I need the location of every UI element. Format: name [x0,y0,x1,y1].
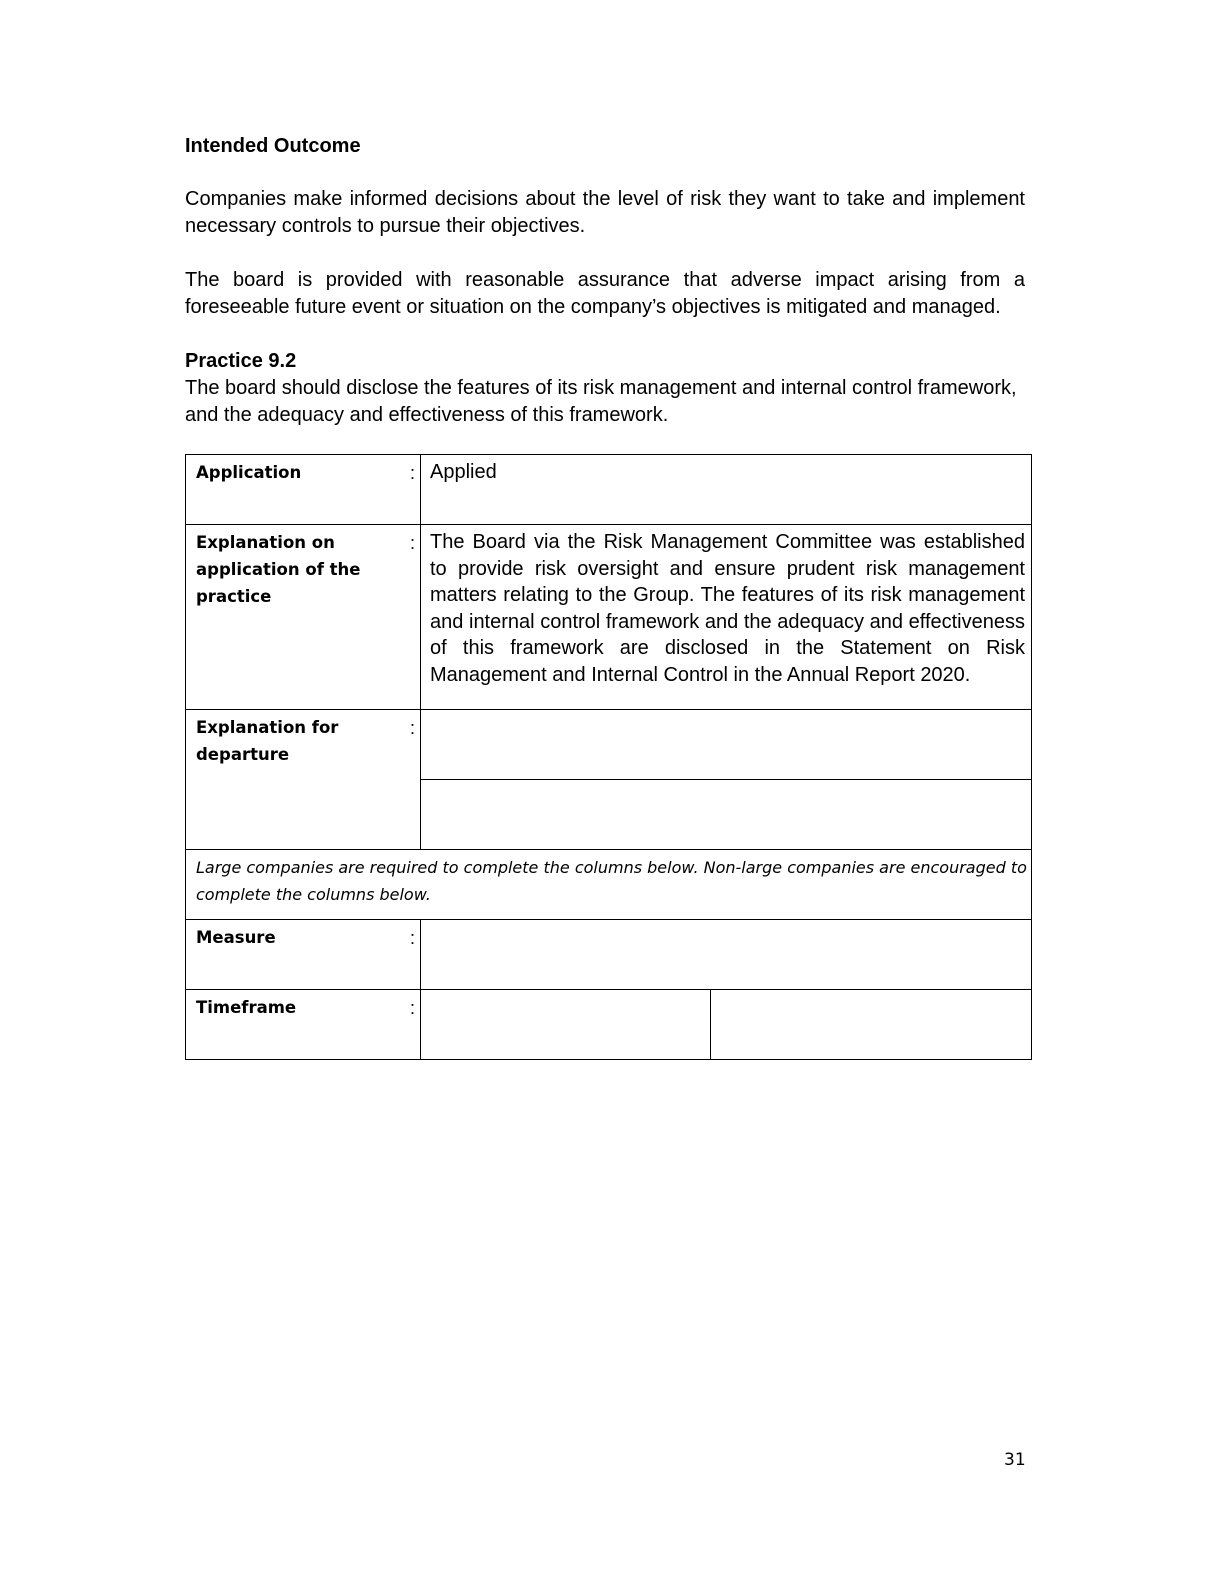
measure-value [421,920,1032,990]
colon: : [409,928,415,948]
explanation-application-value: The Board via the Risk Management Committee was established to provide risk oversight and ensure prudent risk management matters relating to the Group. The features of its risk management and internal control framework and the adequacy and effectiveness of this framework are disclosed in the Statement on Risk Management and Internal Control in the Annual Report 2020. [421,525,1032,710]
colon: : [409,718,415,738]
explanation-departure-value-2 [421,780,1032,850]
explanation-departure-label-cell [186,710,421,850]
timeframe-label-cell [186,990,421,1060]
application-label-cell [186,455,421,525]
colon: : [409,463,415,483]
explanation-departure-label: Explanation for departure [196,718,339,764]
application-label: Application [196,463,302,482]
timeframe-value-2 [711,990,1032,1060]
practice-text: The board should disclose the features of its risk management and internal control framework, and the adequacy and effectiveness of this framework. [185,377,1017,426]
explanation-application-label: Explanation on application of the practice [196,533,361,606]
timeframe-row [186,990,1032,1060]
large-companies-note: Large companies are required to complete the columns below. Non-large companies are encouraged to complete the columns below. [186,850,1032,920]
intended-outcome-paragraph-1: Companies make informed decisions about the level of risk they want to take and implement necessary controls to pursue their objectives. [185,188,1025,237]
intended-outcome-paragraph-2: The board is provided with reasonable assurance that adverse impact arising from a foreseeable future event or situation on the company’s objectives is mitigated and managed. [185,269,1025,318]
measure-label: Measure [196,928,276,947]
page-number: 31 [1004,1450,1026,1470]
explanation-departure-row [186,710,1032,780]
note-row [186,850,1032,920]
explanation-departure-value [421,710,1032,780]
intended-outcome-heading: Intended Outcome [185,135,361,157]
measure-row [186,920,1032,990]
practice-disclosure-table [185,454,1032,1060]
application-row [186,455,1032,525]
application-value: Applied [421,455,1032,525]
explanation-application-label-cell [186,525,421,710]
colon: : [409,533,415,553]
explanation-application-row [186,525,1032,710]
timeframe-value-1 [421,990,711,1060]
timeframe-label: Timeframe [196,998,297,1017]
measure-label-cell [186,920,421,990]
practice-heading: Practice 9.2 [185,350,297,372]
colon: : [409,998,415,1018]
